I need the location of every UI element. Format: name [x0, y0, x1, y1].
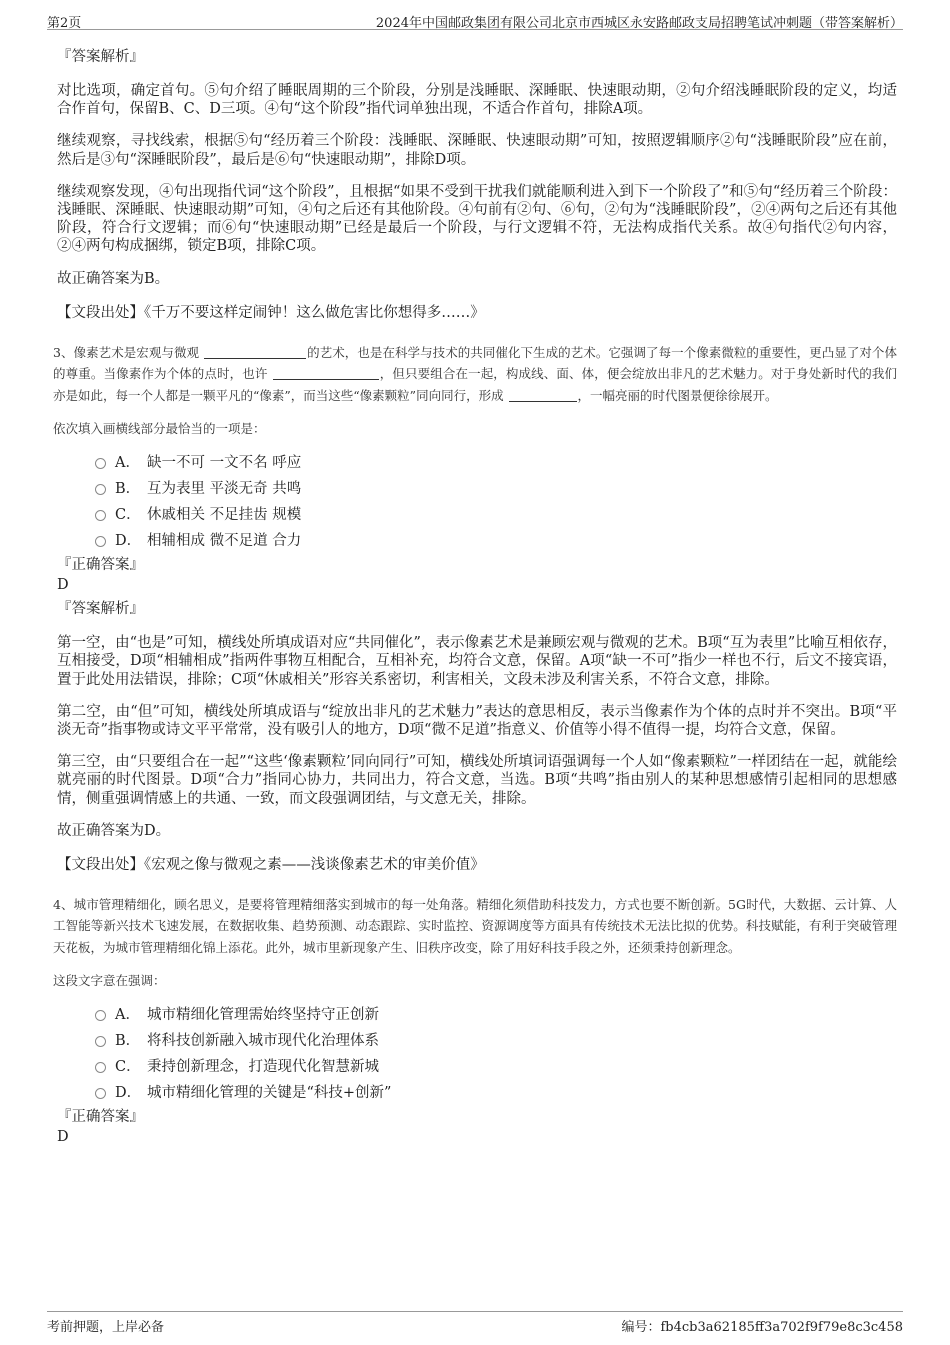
source-citation: 【文段出处】《宏观之像与微观之素——浅谈像素艺术的审美价值》 [57, 856, 485, 873]
question-prompt: 这段文字意在强调： [53, 973, 166, 989]
question-prompt: 依次填入画横线部分最恰当的一项是： [53, 421, 266, 437]
radio-button[interactable] [95, 1062, 106, 1073]
option-a[interactable]: A． 缺一不可 一文不名 呼应 [95, 448, 897, 474]
conclusion: 故正确答案为B。 [57, 270, 170, 287]
option-d[interactable]: D． 相辅相成 微不足道 合力 [95, 526, 897, 552]
source-citation: 【文段出处】《千万不要这样定闹钟！这么做危害比你想得多……》 [57, 304, 485, 321]
document-id: 编号：fb4cb3a62185ff3a702f9f79e8c3c458 [621, 1320, 903, 1335]
analysis-tag: 『答案解析』 [57, 601, 144, 618]
question-3-text: 3、像素艺术是宏观与微观 的艺术，也是在科学与技术的共同催化下生成的艺术。它强调了每一个像素微粒的重要性，更凸显了对个体的尊重。当像素作为个体的点时，也许 ，但只要组合在一起，构成线、面、体，便会绽放出非凡的艺术魅力。对于身处新时代的我们亦是如此，每一个人都是一颗平凡的“像素”，而当这些“像素颗粒”同向同行，形成 ，一幅亮丽的时代图景便徐徐展开。 [53, 344, 897, 403]
correct-answer: D [57, 577, 69, 594]
document-body [53, 46, 897, 1150]
analysis-paragraph: 对比选项，确定首句。⑤句介绍了睡眠周期的三个阶段，分别是浅睡眠、深睡眠、快速眼动期，②句介绍浅睡眠阶段的定义，均适合作首句，保留B、C、D三项。④句“这个阶段”指代词单独出现，不适合作首句，排除A项。 [57, 83, 897, 118]
document-title: 2024年中国邮政集团有限公司北京市西城区永安路邮政支局招聘笔试冲刺题（带答案解析） [375, 16, 903, 31]
option-b[interactable]: B． 将科技创新融入城市现代化治理体系 [95, 1026, 897, 1052]
analysis-paragraph: 继续观察发现，④句出现指代词“这个阶段”，且根据“如果不受到干扰我们就能顺利进入到下一个阶段了”和⑤句“经历着三个阶段：浅睡眠、深睡眠、快速眼动期”可知，④句之后还有其他阶段。④句前有②句、⑥句，②句为“浅睡眠阶段”，②④两句之后还有其他阶段，符合行文逻辑；而⑥句“快速眼动期”已经是最后一个阶段，与行文逻辑不符，无法构成指代关系。故④句指代②句内容，②④两句构成捆绑，锁定B项，排除C项。 [57, 183, 897, 255]
answer-tag: 『正确答案』 [57, 1109, 144, 1126]
analysis-paragraph: 第一空，由“也是”可知，横线处所填成语对应“共同催化”，表示像素艺术是兼顾宏观与微观的艺术。B项“互为表里”比喻互相依存，互相接受，D项“相辅相成”指两件事物互相配合，互相补充，均符合文意，保留。A项“缺一不可”指少一样也不行，后文不接宾语，置于此处用法错误，排除；C项“休戚相关”形容关系密切，利害相关，文段未涉及利害关系，不符合文意，排除。 [57, 635, 897, 688]
page-number: 第2页 [47, 16, 82, 31]
option-d[interactable]: D． 城市精细化管理的关键是“科技+创新” [95, 1078, 897, 1104]
fill-blank [204, 345, 306, 359]
option-list [95, 1000, 897, 1104]
fill-blank [509, 388, 577, 402]
option-a[interactable]: A． 城市精细化管理需始终坚持守正创新 [95, 1000, 897, 1026]
analysis-paragraph: 第三空，由“只要组合在一起”“这些‘像素颗粒’同向同行”可知，横线处所填词语强调每一个人如“像素颗粒”一样团结在一起，就能绘就亮丽的时代图景。D项“合力”指同心协力，共同出力，符合文意，当选。B项“共鸣”指由别人的某种思想感情引起相同的思想感情，侧重强调情感上的共通、一致，而文段强调团结，与文意无关，排除。 [57, 754, 897, 807]
correct-answer: D [57, 1129, 69, 1146]
radio-button[interactable] [95, 536, 106, 547]
footer-slogan: 考前押题，上岸必备 [47, 1320, 165, 1335]
conclusion: 故正确答案为D。 [57, 822, 171, 839]
answer-tag: 『正确答案』 [57, 557, 144, 574]
analysis-tag: 『答案解析』 [57, 49, 144, 65]
radio-button[interactable] [95, 458, 106, 469]
question-4-text: 4、城市管理精细化，顾名思义，是要将管理精细落实到城市的每一处角落。精细化须借助科技发力，方式也要不断创新。5G时代，大数据、云计算、人工智能等新兴技术飞速发展，在数据收集、趋势预测、动态跟踪、实时监控、资源调度等方面具有传统技术无法比拟的优势。科技赋能，有利于突破管理天花板，为城市管理精细化锦上添花。此外，城市里新现象产生、旧秩序改变，除了用好科技手段之外，还须秉持创新理念。 [53, 896, 897, 955]
page-footer [47, 1311, 903, 1335]
option-c[interactable]: C． 秉持创新理念，打造现代化智慧新城 [95, 1052, 897, 1078]
option-list [95, 448, 897, 552]
fill-blank [273, 366, 379, 380]
option-b[interactable]: B． 互为表里 平淡无奇 共鸣 [95, 474, 897, 500]
radio-button[interactable] [95, 1088, 106, 1099]
radio-button[interactable] [95, 510, 106, 521]
option-c[interactable]: C． 休戚相关 不足挂齿 规模 [95, 500, 897, 526]
radio-button[interactable] [95, 484, 106, 495]
page-header [47, 10, 903, 30]
radio-button[interactable] [95, 1036, 106, 1047]
analysis-paragraph: 第二空，由“但”可知，横线处所填成语与“绽放出非凡的艺术魅力”表达的意思相反，表示当像素作为个体的点时并不突出。B项“平淡无奇”指事物或诗文平平常常，没有吸引人的地方，D项“微不足道”指意义、价值等小得不值得一提，均符合文意，保留。 [57, 703, 897, 738]
analysis-paragraph: 继续观察，寻找线索，根据⑤句“经历着三个阶段：浅睡眠、深睡眠、快速眼动期”可知，按照逻辑顺序②句“浅睡眠阶段”应在前，然后是③句“深睡眠阶段”，最后是⑥句“快速眼动期”，排除D项。 [57, 133, 897, 168]
radio-button[interactable] [95, 1010, 106, 1021]
